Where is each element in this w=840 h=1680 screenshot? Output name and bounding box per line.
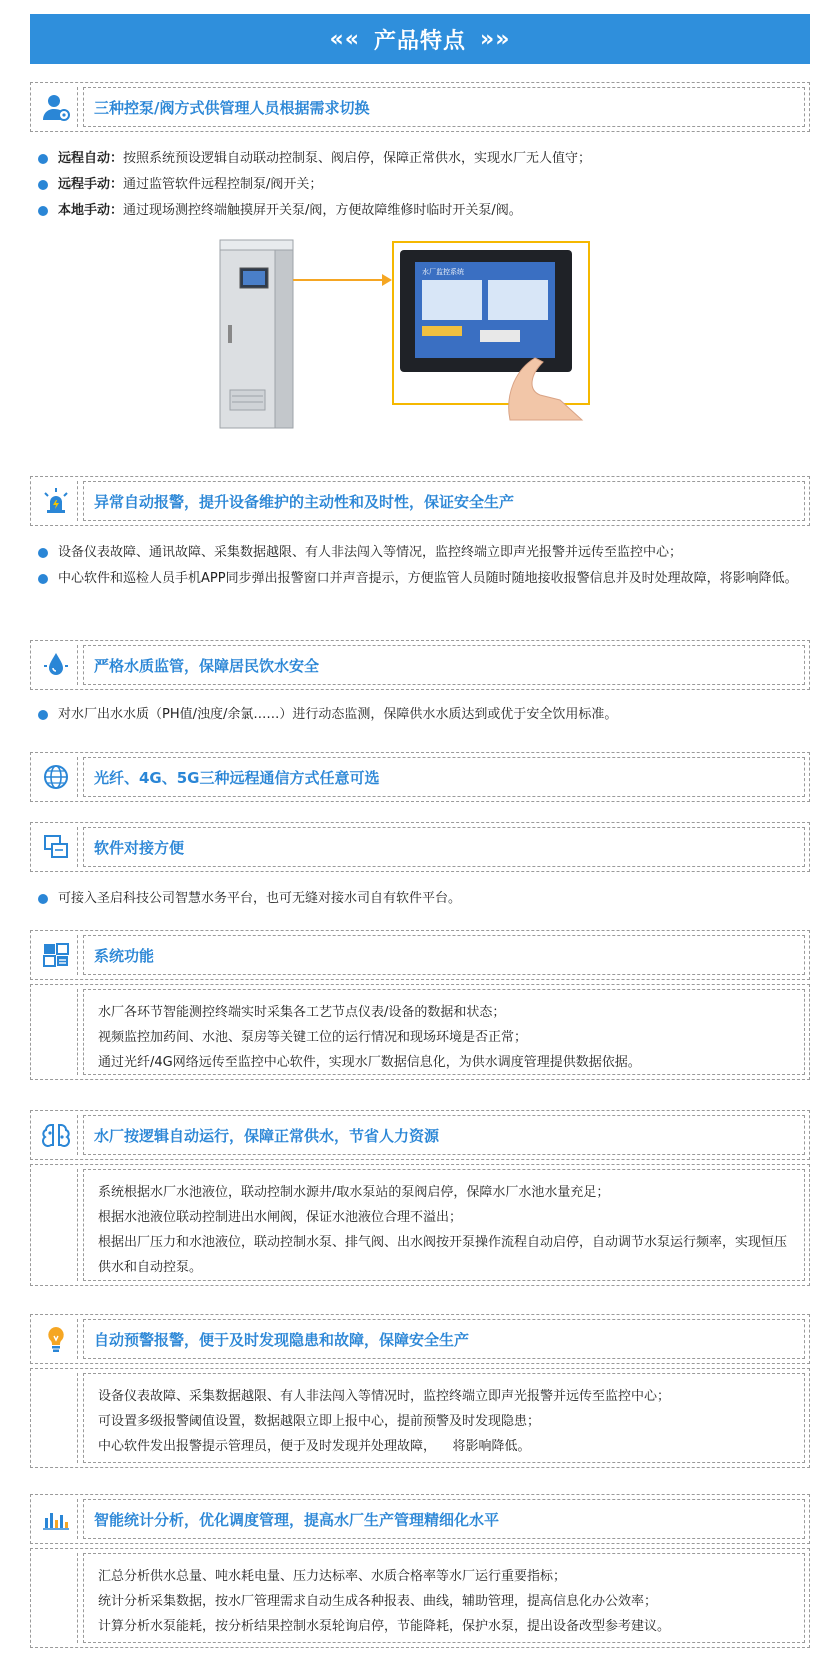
- globe-icon: [35, 757, 78, 797]
- section-header-auto-run: [30, 1110, 810, 1160]
- system-functions-content: [30, 984, 810, 1080]
- section-header-statistics: [30, 1494, 810, 1544]
- content-line: 通过光纤/4G网络远传至监控中心软件，实现水厂数据信息化，为供水调度管理提供数据依据。: [98, 1055, 641, 1070]
- content-line: 根据水池液位联动控制进出水闸阀，保证水池液位合理不溢出；: [98, 1210, 463, 1225]
- content-line: 汇总分析供水总量、吨水耗电量、压力达标率、水质合格率等水厂运行重要指标；: [98, 1569, 567, 1584]
- statistics-content: [30, 1548, 810, 1648]
- auto-run-content: [30, 1164, 810, 1286]
- list-item: 远程自动：按照系统预设逻辑自动联动控制泵、阀启停，保障正常供水，实现水厂无人值守；: [38, 146, 808, 172]
- left-chevrons: ««: [329, 26, 360, 52]
- content-line: 统计分析采集数据，按水厂管理需求自动生成各种报表、曲线，辅助管理，提高信息化办公效率；: [98, 1594, 658, 1609]
- alarm-list: [38, 540, 808, 592]
- content-line: 中心软件发出报警提示管理员，便于及时发现并处理故障， 将影响降低。: [98, 1439, 531, 1454]
- window-link-icon: [35, 827, 78, 867]
- section-title: 严格水质监管，保障居民饮水安全: [83, 645, 805, 685]
- control-cabinet-figure: [210, 230, 630, 440]
- section-title: 三种控泵/阀方式供管理人员根据需求切换: [83, 87, 805, 127]
- content-line: 视频监控加药间、水池、泵房等关键工位的运行情况和现场环境是否正常；: [98, 1030, 528, 1045]
- section-header-system-functions: [30, 930, 810, 980]
- list-item: 中心软件和巡检人员手机APP同步弹出报警窗口并声音提示，方便监管人员随时随地接收报警信息并及时处理故障，将影响降低。: [38, 566, 808, 592]
- content-line: 计算分析水泵能耗，按分析结果控制水泵轮询启停，节能降耗，保护水泵，提出设备改型参考建议。: [98, 1619, 671, 1634]
- dashboard-icon: [35, 935, 78, 975]
- banner-title: 产品特点: [373, 28, 466, 54]
- content-line: 设备仪表故障、采集数据越限、有人非法闯入等情况时，监控终端立即声光报警并远传至监控中心；: [98, 1389, 671, 1404]
- section-header-software: [30, 822, 810, 872]
- content-line: 系统根据水厂水池液位，联动控制水源井/取水泵站的泵阀启停，保障水厂水池水量充足；: [98, 1185, 610, 1200]
- content-line: 可设置多级报警阈值设置，数据越限立即上报中心，提前预警及时发现隐患；: [98, 1414, 541, 1429]
- list-item: 可接入圣启科技公司智慧水务平台，也可无缝对接水司自有软件平台。: [38, 886, 808, 912]
- lightbulb-icon: [35, 1319, 78, 1359]
- alarm-light-icon: [35, 481, 78, 521]
- control-modes-list: [38, 146, 808, 224]
- section-header-early-warning: [30, 1314, 810, 1364]
- software-list: [38, 886, 808, 912]
- cabinet-illustration: [210, 230, 630, 440]
- right-chevrons: »»: [480, 26, 511, 52]
- list-item: 本地手动：通过现场测控终端触摸屏开关泵/阀，方便故障维修时临时开关泵/阀。: [38, 198, 808, 224]
- brain-icon: [35, 1115, 78, 1155]
- section-header-communication: [30, 752, 810, 802]
- section-header-control-modes: [30, 82, 810, 132]
- user-settings-icon: [35, 87, 78, 127]
- section-title: 软件对接方便: [83, 827, 805, 867]
- list-item: 远程手动：通过监管软件远程控制泵/阀开关；: [38, 172, 808, 198]
- section-header-alarm: [30, 476, 810, 526]
- screen-title: 水厂监控系统: [422, 268, 464, 276]
- content-line: 根据出厂压力和水池液位，联动控制水泵、排气阀、出水阀按开泵操作流程自动启停，自动调节水泵运行频率，实现恒压供水和自动控泵。: [98, 1235, 788, 1275]
- page-banner: [30, 14, 810, 64]
- section-title: 自动预警报警，便于及时发现隐患和故障，保障安全生产: [83, 1319, 805, 1359]
- water-drop-icon: [35, 645, 78, 685]
- section-title: 系统功能: [83, 935, 805, 975]
- section-title: 光纤、4G、5G三种远程通信方式任意可选: [83, 757, 805, 797]
- section-title: 异常自动报警，提升设备维护的主动性和及时性，保证安全生产: [83, 481, 805, 521]
- content-line: 水厂各环节智能测控终端实时采集各工艺节点仪表/设备的数据和状态；: [98, 1005, 506, 1020]
- section-header-water-quality: [30, 640, 810, 690]
- section-title: 智能统计分析，优化调度管理，提高水厂生产管理精细化水平: [83, 1499, 805, 1539]
- water-quality-list: [38, 702, 808, 728]
- list-item: 对水厂出水水质（PH值/浊度/余氯……）进行动态监测，保障供水水质达到或优于安全饮用标准。: [38, 702, 808, 728]
- early-warning-content: [30, 1368, 810, 1468]
- list-item: 设备仪表故障、通讯故障、采集数据越限、有人非法闯入等情况，监控终端立即声光报警并远传至监控中心；: [38, 540, 808, 566]
- section-title: 水厂按逻辑自动运行，保障正常供水，节省人力资源: [83, 1115, 805, 1155]
- bar-chart-icon: [35, 1499, 78, 1539]
